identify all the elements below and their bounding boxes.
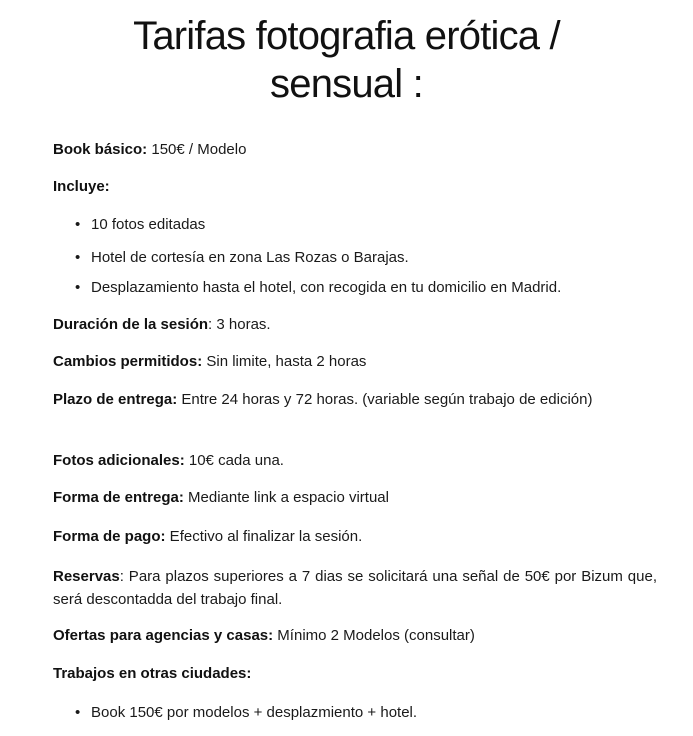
value: Sin limite, hasta 2 horas [202,353,367,370]
label: Trabajos en otras ciudades: [53,665,252,682]
forma-pago [53,525,657,548]
cambios [53,350,657,373]
value: Entre 24 horas y 72 horas. (variable según trabajo de edición) [177,391,593,408]
value: 10€ cada una. [184,452,284,469]
label: Duración de la sesión [53,316,209,333]
label: Forma de entrega: [53,489,184,506]
bullet-icon: • [75,216,81,233]
value: : 3 horas. [208,316,271,333]
ofertas [53,624,657,647]
label: Plazo de entrega: [53,391,178,408]
fotos-adicionales [53,449,657,472]
plazo-entrega [53,388,657,411]
item-text: Hotel de cortesía en zona Las Rozas o Barajas. [91,249,409,266]
value: : Para plazos superiores a 7 dias se solicitará una señal de 50€ por Bizum que, será descontadda del trabajo final. [53,568,657,608]
duracion [53,313,657,336]
label: Fotos adicionales: [53,452,185,469]
otras-ciudades-heading [53,662,657,685]
book-basico [53,138,657,161]
bullet-icon: • [75,704,81,721]
list-item [75,213,205,236]
list-item [75,701,417,724]
list-item [75,246,409,269]
title-line-1: Tarifas fotografia erótica / [133,14,560,58]
label: Incluye: [53,178,110,195]
item-text: 10 fotos editadas [91,216,206,233]
label: Cambios permitidos: [53,353,203,370]
value: Mediante link a espacio virtual [183,489,389,506]
label: Book básico: [53,141,148,158]
label: Reservas [53,568,120,585]
page-title [0,12,693,108]
title-line-2: sensual : [270,62,423,106]
item-text: Desplazamiento hasta el hotel, con recogida en tu domicilio en Madrid. [91,279,562,296]
reservas [53,565,657,611]
value: Efectivo al finalizar la sesión. [165,528,363,545]
label: Ofertas para agencias y casas: [53,627,274,644]
label: Forma de pago: [53,528,166,545]
list-item [75,276,561,299]
item-text: Book 150€ por modelos + desplazmiento + hotel. [91,704,418,721]
bullet-icon: • [75,279,81,296]
value: 150€ / Modelo [147,141,247,158]
bullet-icon: • [75,249,81,266]
incluye-heading [53,175,657,198]
value: Mínimo 2 Modelos (consultar) [273,627,475,644]
forma-entrega [53,486,657,509]
